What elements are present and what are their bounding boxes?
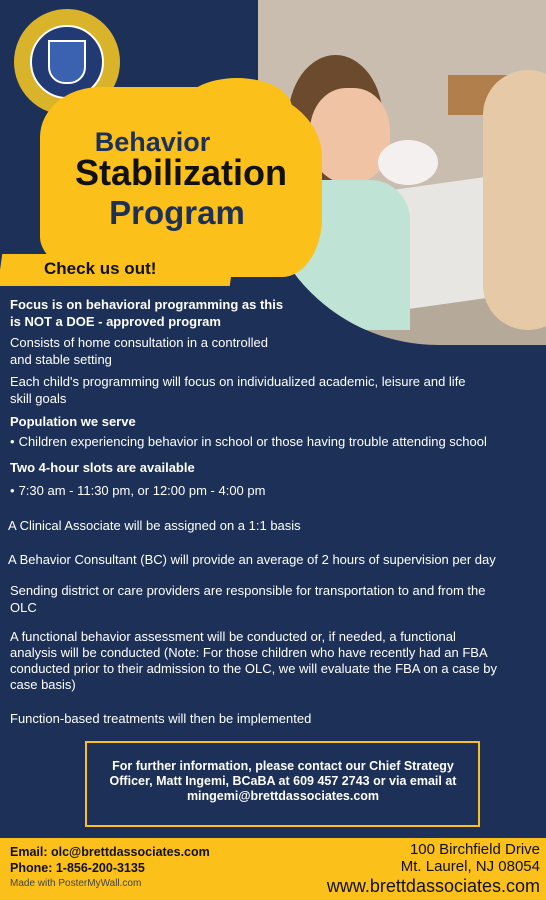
sending-line-1: Sending district or care providers are responsible for transportation to and from the	[10, 583, 486, 598]
footer-address-1: 100 Birchfield Drive	[409, 841, 540, 858]
consists-line-1: Consists of home consultation in a controlled	[10, 335, 268, 350]
footer-phone[interactable]: Phone: 1-856-200-3135	[10, 861, 145, 875]
slots-heading: Two 4-hour slots are available	[10, 460, 195, 475]
sending-line-2: OLC	[10, 600, 37, 615]
footer-email[interactable]: Email: olc@brettdassociates.com	[10, 845, 210, 859]
fba-line-1: A functional behavior assessment will be conducted or, if needed, a functional	[10, 629, 456, 644]
consists-line-2: and stable setting	[10, 352, 112, 367]
fba-line-4: case basis)	[10, 677, 76, 692]
footer-address-2: Mt. Laurel, NJ 08054	[400, 858, 540, 875]
title-line-1: Behavior	[94, 127, 211, 157]
focus-line-2: is NOT a DOE - approved program	[10, 314, 221, 329]
each-line-1: Each child's programming will focus on individualized academic, leisure and life	[10, 374, 466, 389]
clinical-associate-text: A Clinical Associate will be assigned on a 1:1 basis	[8, 518, 301, 533]
population-heading: Population we serve	[10, 414, 136, 429]
treatments-text: Function-based treatments will then be implemented	[10, 711, 312, 726]
population-item: • Children experiencing behavior in school or those having trouble attending school	[10, 434, 487, 450]
slots-item: • 7:30 am - 11:30 pm, or 12:00 pm - 4:00 pm	[10, 483, 265, 499]
contact-line-1: For further information, please contact our Chief Strategy	[112, 759, 454, 773]
behavior-consultant-text: A Behavior Consultant (BC) will provide an average of 2 hours of supervision per day	[8, 552, 496, 567]
banner-text: Check us out!	[44, 259, 157, 278]
title-line-3: Program	[109, 194, 245, 231]
focus-line-1: Focus is on behavioral programming as this	[10, 297, 284, 312]
made-with-credit[interactable]: Made with PosterMyWall.com	[10, 878, 142, 889]
contact-text	[94, 759, 472, 804]
each-line-2: skill goals	[10, 391, 67, 406]
contact-line-2: Officer, Matt Ingemi, BCaBA at 609 457 2743 or via email at	[109, 774, 457, 788]
footer-website-link[interactable]: www.brettdassociates.com	[326, 876, 540, 896]
contact-email-link[interactable]: mingemi@brettdassociates.com	[186, 789, 380, 803]
title-line-2: Stabilization	[74, 152, 287, 193]
fba-line-3: conducted prior to their admission to the OLC, we will evaluate the FBA on a case by	[10, 661, 498, 676]
fba-line-2: analysis will be conducted (Note: For those children who have recently had an FBA	[10, 645, 488, 660]
